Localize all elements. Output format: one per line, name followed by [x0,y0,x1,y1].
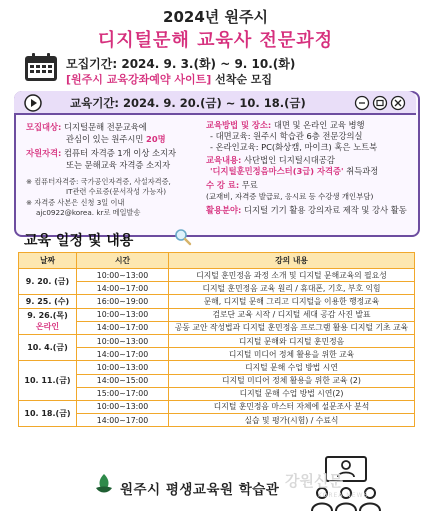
schedule-content: 디지털 미디어 정체 활용을 위한 교육 [169,348,415,361]
schedule-content: 디지털 훈민정음 마스터 자체에 설문조사 분석 [169,400,415,413]
table-row [19,295,415,308]
table-row [19,334,415,347]
recruit-site: [원주시 교육강좌예약 사이트] [66,73,212,86]
recruit-method-text: 선착순 모집 [211,73,273,86]
schedule-content: 디지털 문해 수업 방법 시연 [169,361,415,374]
header-date: 날짜 [19,253,77,269]
schedule-header-row [19,253,415,269]
note-2: IT관련 수료증(문서작성 가능자) [66,187,167,196]
fee-label: 수 강 료: [206,180,240,190]
method-text2: - 대면교육: 원주시 학습관 6층 전문강의실 [210,131,363,141]
method-label: 교육방법 및 장소: [206,120,272,130]
schedule-time: 10:00~13:00 [77,334,169,347]
schedule-date-text: 10. 11.(금) [24,376,71,386]
inst-line2 [210,166,378,177]
header-time: 시간 [77,253,169,269]
inst-line [206,155,335,166]
table-row [19,374,415,387]
schedule-time: 16:00~19:00 [77,295,169,308]
table-row [19,282,415,295]
education-period: 교육기간: 2024. 9. 20.(금) ~ 10. 18.(금) [70,96,306,110]
qual-text2: 또는 문해교육 자격증 소지자 [66,160,171,170]
watermark-en: KOREA NEWS [318,492,369,499]
calendar-icon [24,52,58,82]
note-4: ajc0922@korea. kr로 메일발송 [36,208,141,217]
recruit-period: 모집기간: 2024. 9. 3.(화) ~ 9. 10.(화) [66,57,296,71]
use-line [206,205,407,216]
page-title: 디지털문해 교육사 전문과정 [97,30,334,51]
qual-line1 [26,148,176,159]
target-count: 20명 [146,134,166,144]
table-row [19,387,415,400]
schedule-time: 10:00~13:00 [77,361,169,374]
schedule-time: 14:00~17:00 [77,321,169,334]
table-row [19,321,415,334]
schedule-time: 14:00~15:00 [77,374,169,387]
watermark: 강원신문 [285,472,343,490]
note-1: ※ 컴퓨터자격증: 국가공인자격증, 사설자격증, [26,177,171,186]
schedule-content: 디지털 문해 수업 방법 시연(2) [169,387,415,400]
schedule-content: 디지털 훈민정음 과정 소개 및 디지털 문해교육의 필요성 [169,269,415,282]
qual-text1: 컴퓨터 자격증 1개 이상 소지자 [61,148,177,158]
fee-text1: 무료 [239,180,258,190]
schedule-date [19,334,77,360]
target-label: 모집대상: [26,122,62,132]
schedule-content: 검로단 교육 시작 / 디지털 세대 공감 사진 발표 [169,308,415,321]
method-line [206,120,365,131]
schedule-date-text: 10. 4.(금) [27,343,68,353]
inst-label: 교육내용: [206,155,242,165]
schedule-content: 디지털 훈민정음 교육 원리 / 휴대폰, 기호, 부호 익힘 [169,282,415,295]
schedule-time: 14:00~17:00 [77,348,169,361]
target-line2 [66,134,166,145]
method-text3: - 온라인교육: PC(화상캠, 마이크) 혹은 노트북 [210,142,378,152]
schedule-content: 공동 교안 작성법과 디지털 훈민정음 프로그램 활용 디지털 기초 교육 [169,321,415,334]
schedule-date [19,295,77,308]
title-year: 2024년 원주시 [163,8,268,26]
target-text1: 디지털문해 전문교육에 [61,122,147,132]
target-text2: 관심이 있는 원주시민 [66,134,147,144]
header-content: 강의 내용 [169,253,415,269]
schedule-content: 디지털 미디어 정체 활용을 위한 교육 (2) [169,374,415,387]
schedule-time: 10:00~13:00 [77,400,169,413]
schedule-date-text: 9. 25. (수) [25,296,70,306]
recruit-method [66,71,272,87]
window-controls-icon [354,95,410,111]
schedule-time: 15:00~17:00 [77,387,169,400]
table-row [19,269,415,282]
schedule-content: 실습 및 평가(시험) / 수료식 [169,414,415,427]
magnifier-icon [174,228,192,246]
qual-label: 자원자격: [26,148,62,158]
schedule-date [19,400,77,426]
table-row [19,361,415,374]
table-row [19,400,415,413]
play-icon [24,94,42,112]
schedule-table [18,252,415,427]
table-row [19,348,415,361]
schedule-date-sub: 온라인 [35,322,60,332]
fee-line [206,180,258,191]
schedule-date-text: 9. 20. (금) [25,277,70,287]
note-3: ※ 자격증 사본은 신청 3일 이내 [26,198,125,207]
schedule-date [19,308,77,334]
leaf-logo-icon [92,472,116,496]
table-row [19,308,415,321]
schedule-date-text: 10. 18.(금) [24,409,71,419]
org-name: 원주시 평생교육원 학습관 [120,482,280,498]
schedule-content: 문해, 디지털 문해 그리고 디지털을 이용한 행정교육 [169,295,415,308]
method-text1: 대면 및 온라인 교육 병행 [271,120,365,130]
target-line1 [26,122,147,133]
schedule-date-text: 9. 26.(목) [27,311,68,321]
inst-text2: '디지털훈민정음마스터(3급) 자격증' [210,166,344,176]
schedule-content: 디지털 문해와 디지털 훈민정음 [169,334,415,347]
schedule-time: 10:00~13:00 [77,269,169,282]
schedule-time: 14:00~17:00 [77,282,169,295]
inst-text3: 취득과정 [343,166,379,176]
schedule-time: 10:00~13:00 [77,308,169,321]
table-row [19,414,415,427]
schedule-date [19,269,77,295]
use-label: 활용분야: [206,205,242,215]
schedule-date [19,361,77,401]
fee-text2: (교재비, 자격증 발급료, 응시료 등 수강생 개인부담) [206,192,374,201]
schedule-title: 교육 일정 및 내용 [24,233,134,249]
schedule-time: 14:00~17:00 [77,414,169,427]
inst-text1: 사단법인 디지털시대공감 [241,155,335,165]
use-text1: 디지털 기기 활용 강의자료 제작 및 강사 활동 [241,205,407,215]
